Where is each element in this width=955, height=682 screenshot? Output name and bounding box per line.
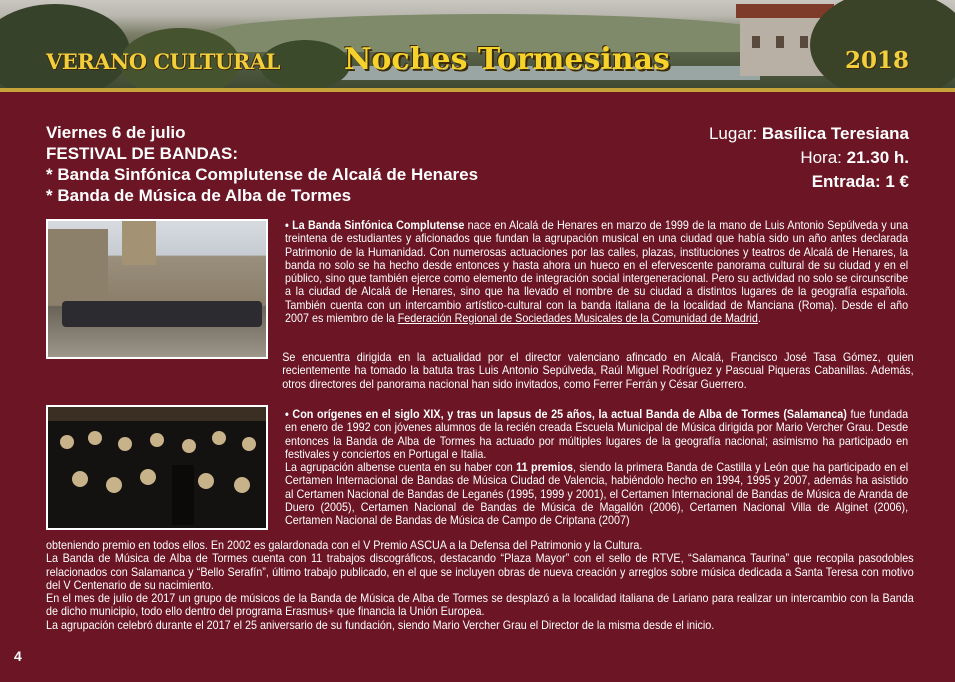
entry-price: Entrada: 1 €	[811, 172, 909, 191]
event-band-1: * Banda Sinfónica Complutense de Alcalá de Henares	[46, 165, 479, 184]
header-left-label: VERANO CULTURAL	[46, 49, 280, 74]
photo-conductor	[172, 465, 194, 525]
photo-musician	[198, 473, 214, 489]
header-title: Noches Tormesinas	[344, 42, 670, 77]
header-year: 2018	[844, 47, 909, 74]
banner-window	[800, 36, 808, 48]
photo-banda-alba-de-tormes	[46, 405, 268, 530]
section-banda-alba-de-tormes	[285, 408, 908, 527]
time-line	[709, 146, 909, 170]
venue-line	[709, 122, 909, 146]
photo-musician	[140, 469, 156, 485]
section2-text: fue fundada en enero de 1992 con jóvenes alumnos de la recién creada Escuela Municipal de Música dirigida por Mario Vercher Grau. Desde entonces la Banda de Alba de Tormes ha actuado por múltiples lugares de la geografía nacional; asimismo ha participado en festivales y conciertos en Portugal e Italia.	[285, 408, 909, 461]
event-festival: FESTIVAL DE BANDAS:	[46, 144, 239, 163]
photo-musician	[88, 431, 102, 445]
section2-premios: 11 premios	[516, 461, 573, 474]
photo-stage-lights	[48, 407, 266, 421]
section2-certamenes: , siendo la primera Banda de Castilla y León que ha participado en el Certamen Internacional de Bandas de Música Ciudad de Valencia, habiéndolo hecho en 1994, 1995 y 2007, además ha asistido al Certamen Nacional de Bandas de Leganés (1995, 1999 y 2001), el Certamen Internacional de Bandas de Música de Aranda de Duero (2005), Certamen Nacional de Bandas de Música de Magallón (2006), Certamen Nacional Villa de Alginet (2006), Certamen Nacional de Bandas de Música de Campo de Criptana (2007)	[285, 461, 909, 527]
section-banda-complutense	[285, 219, 908, 325]
photo-musician	[234, 477, 250, 493]
photo-musician	[150, 433, 164, 447]
photo-musician	[72, 471, 88, 487]
photo-musician	[212, 431, 226, 445]
page-number: 4	[14, 648, 22, 664]
section-banda-complutense-cont	[46, 351, 914, 391]
section2-anniversary-text: La agrupación celebró durante el 2017 el 25 aniversario de su fundación, siendo Mario Vercher Grau el Director de la misma desde el inicio.	[46, 618, 715, 632]
time-label: Hora:	[800, 148, 847, 167]
section2-premios-paragraph	[285, 461, 908, 527]
federacion-link[interactable]: Federación Regional de Sociedades Musicales de la Comunidad de Madrid	[397, 311, 758, 325]
section2-premios-intro: La agrupación albense cuenta en su haber con	[285, 461, 517, 474]
header-banner	[0, 0, 955, 88]
section2-discography-text: La Banda de Música de Alba de Tormes cuenta con 11 trabajos discográficos, destacando “Plaza Mayor” con el sello de RTVE, “Salamanca Taurina” que recopila pasodobles relacionados con Salamanca y “Bello Serafín”, último trabajo publicado, en el que se incluyen obras de nueva creación y arreglos sobre música dedicada a Santa Teresa con motivo del V Centenario de su nacimiento.	[46, 552, 914, 592]
photo-banda-complutense	[46, 219, 268, 359]
photo-church-tower	[122, 221, 156, 265]
banner-tree	[0, 4, 130, 88]
event-heading	[46, 122, 478, 206]
section2-exchange-text: En el mes de julio de 2017 un grupo de músicos de la Banda de Música de Alba de Tormes se desplazó a la localidad italiana de Lariano para realizar un intercambio con la Banda de dicho municipio, todo ello dentro del programa Erasmus+ que financia la Unión Europea.	[46, 592, 914, 619]
photo-musician	[182, 439, 196, 453]
event-venue-info	[709, 122, 909, 194]
section1-lead: La Banda Sinfónica Complutense	[292, 219, 465, 232]
section2-bullet: •	[285, 408, 293, 421]
section1-director-text: Se encuentra dirigida en la actualidad por el director valenciano afincado en Alcalá, Francisco José Tasa Gómez, quien recientemente ha tomado la batuta tras Luis Antonio Sepúlveda, Raúl Miguel Rodríguez y Pascual Piqueras Cabanillas. Además, otros directores del panorama nacional han sido invitados, como Ferrer Ferrán y César Guerrero.	[282, 351, 914, 391]
event-date: Viernes 6 de julio	[46, 123, 186, 142]
section2-lead: Con orígenes en el siglo XIX, y tras un lapsus de 25 años, la actual Banda de Alba de Tormes (Salamanca)	[292, 408, 847, 421]
section1-period: .	[757, 311, 761, 325]
photo-musician	[118, 437, 132, 451]
photo-stone-wall	[48, 229, 108, 305]
section2-award-text: obteniendo premio en todos ellos. En 2002 es galardonada con el V Premio ASCUA a la Defensa del Patrimonio y la Cultura.	[46, 539, 643, 552]
photo-musician	[60, 435, 74, 449]
event-band-2: * Banda de Música de Alba de Tormes	[46, 186, 352, 205]
venue-place: Basílica Teresiana	[761, 124, 909, 143]
banner-window	[776, 36, 784, 48]
event-time: 21.30 h.	[846, 148, 909, 167]
photo-musician	[242, 437, 256, 451]
photo-musician	[106, 477, 122, 493]
section-banda-alba-de-tormes-cont	[46, 539, 914, 632]
header-divider	[0, 88, 955, 92]
photo-band-musicians	[62, 301, 262, 327]
venue-label: Lugar:	[708, 124, 762, 143]
section1-bullet: •	[285, 219, 293, 232]
banner-building-roof	[736, 4, 834, 18]
banner-tree	[810, 0, 955, 88]
section1-text: nace en Alcalá de Henares en marzo de 1999 de la mano de Luis Antonio Sepúlveda y una treintena de estudiantes y aficionados que fundan la agrupación musical en una ciudad que había sido un año antes declarada Patrimonio de la Humanidad. Con numerosas actuaciones por las calles, plazas, instituciones y teatros de Alcalá de Henares, la banda no solo se ha hecho desde entonces y hasta ahora un hueco en el efervescente panorama cultural de su ciudad y en el público, sino que también ejerce como elemento de integración social intergeneracional. Pero su actividad no solo se circunscribe a la ciudad de Alcalá de Henares, sino que ha llevado el nombre de su ciudad a distintos lugares de la geografía española. También cuenta con un intercambio artístico-cultural con la banda italiana de la localidad de Manciana (Roma). Desde el año 2007 es miembro de la	[285, 219, 909, 325]
price-line	[709, 170, 909, 194]
banner-window	[752, 36, 760, 48]
